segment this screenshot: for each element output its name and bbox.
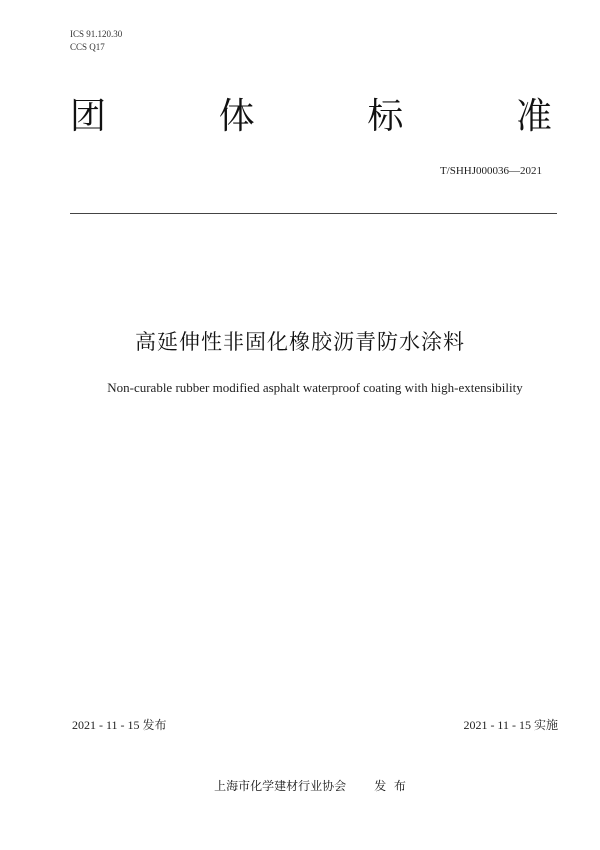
heading-char-1: 团	[70, 96, 107, 137]
implement-date: 2021 - 11 - 15	[463, 718, 531, 732]
publisher-line	[0, 777, 600, 794]
issue-label: 发布	[142, 718, 167, 732]
heading-char-3: 标	[367, 96, 404, 137]
heading-char-2: 体	[218, 96, 255, 137]
ccs-code: CCS Q17	[70, 42, 105, 52]
document-title-chinese: 高延伸性非固化橡胶沥青防水涂料	[135, 330, 465, 354]
standard-type-heading	[70, 92, 552, 142]
issue-date-block	[72, 716, 167, 733]
classification-codes	[70, 28, 122, 54]
issue-date: 2021 - 11 - 15	[72, 718, 140, 732]
publisher-action: 发 布	[374, 779, 406, 793]
heading-char-4: 准	[515, 96, 552, 137]
publisher-name: 上海市化学建材行业协会	[214, 779, 347, 793]
ics-code: ICS 91.120.30	[70, 29, 123, 39]
implement-label: 实施	[533, 718, 558, 732]
implement-date-block	[463, 716, 558, 733]
header-divider	[70, 213, 557, 214]
document-title-english: Non-curable rubber modified asphalt waterproof coating with high-extensibility	[107, 380, 523, 395]
standard-number: T/SHHJ000036—2021	[439, 165, 542, 177]
